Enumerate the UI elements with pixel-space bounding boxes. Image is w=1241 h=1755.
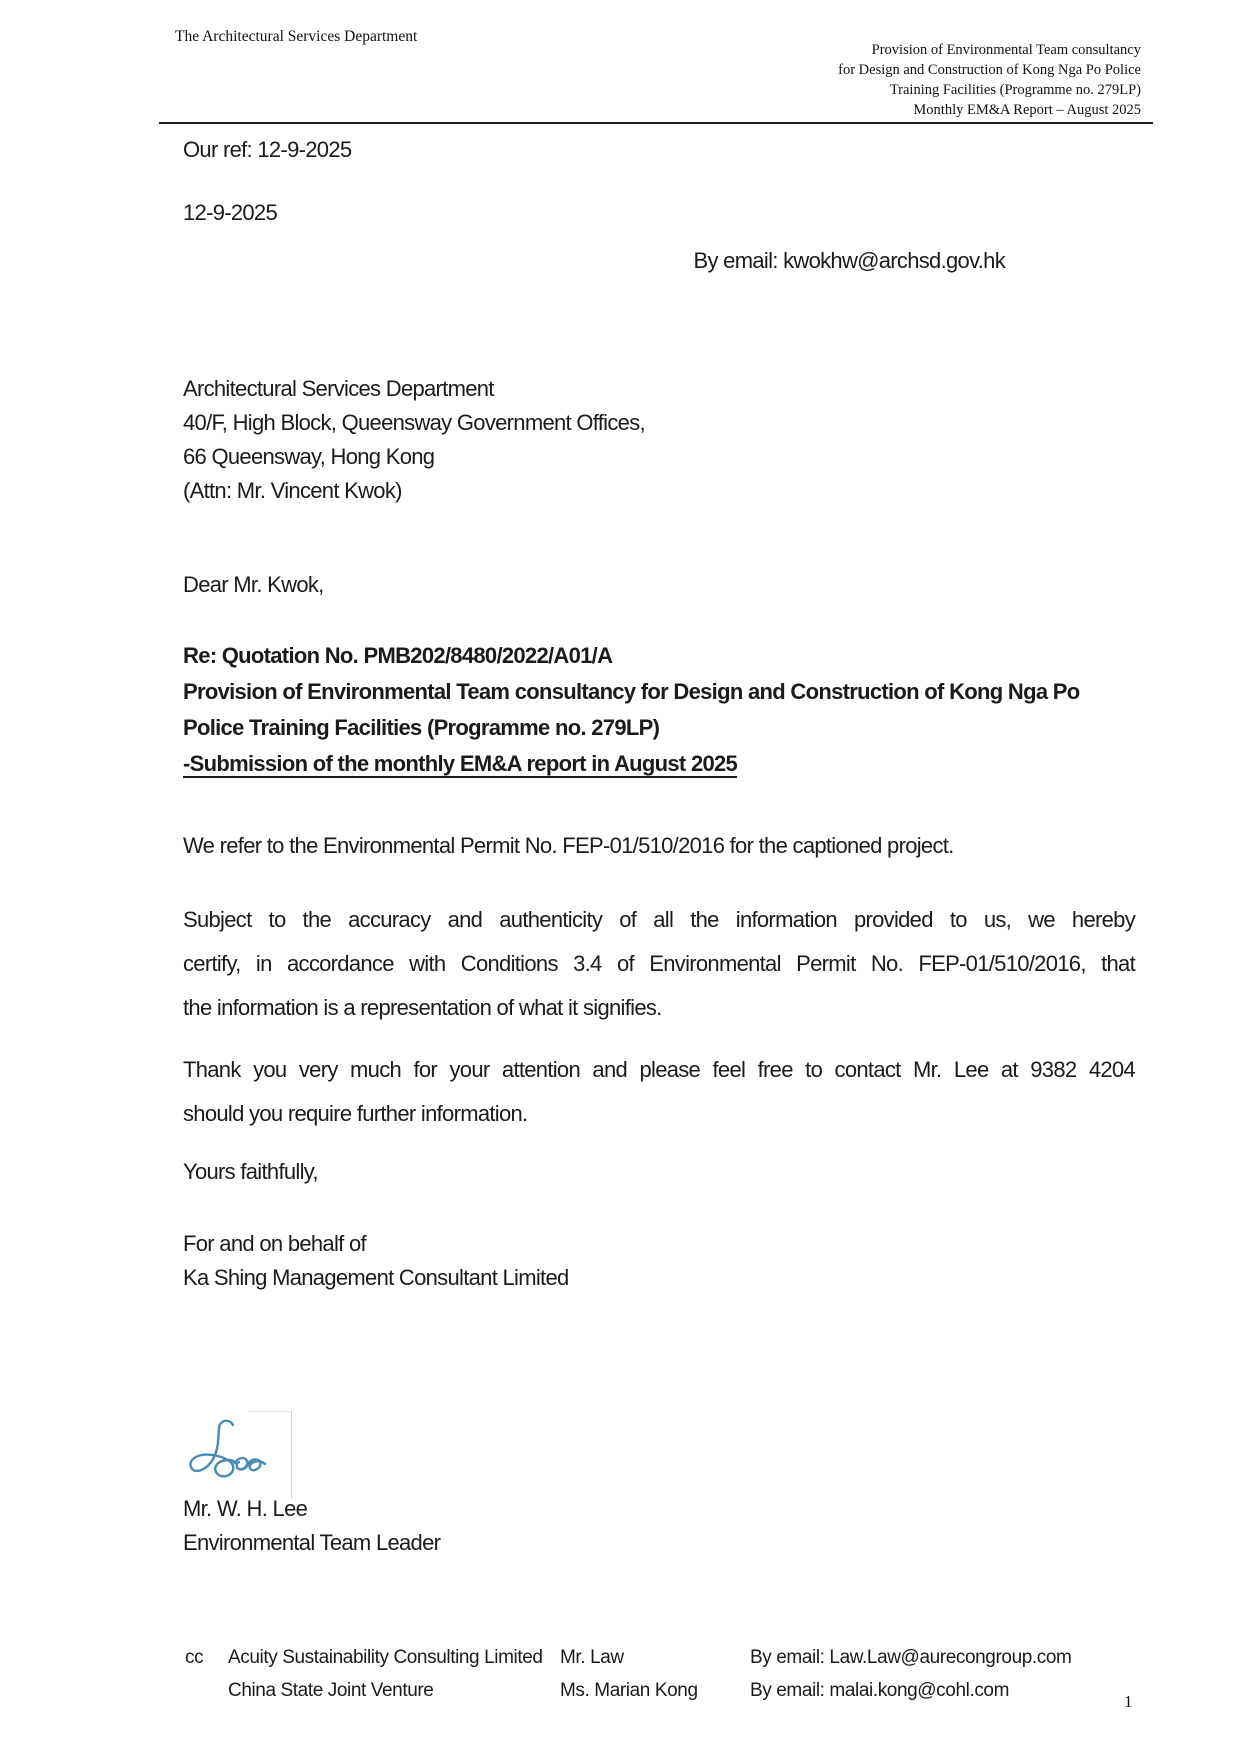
header-report-title-line: Monthly EM&A Report – August 2025 (913, 102, 1141, 118)
subject-underlined-line: -Submission of the monthly EM&A report in August 2025 (183, 751, 738, 776)
our-ref-line: Our ref: 12-9-2025 (183, 137, 352, 162)
behalf-line: For and on behalf of (183, 1231, 366, 1256)
header-project-line: Provision of Environmental Team consultancy (871, 42, 1141, 58)
header-department-name: The Architectural Services Department (175, 28, 418, 45)
signatory-title: Environmental Team Leader (183, 1530, 441, 1555)
subject-line: Police Training Facilities (Programme no. 279LP) (183, 715, 660, 740)
cc-email: By email: Law.Law@aurecongroup.com (750, 1647, 1072, 1668)
company-name: Ka Shing Management Consultant Limited (183, 1265, 569, 1290)
cc-org: China State Joint Venture (228, 1680, 434, 1701)
subject-ref-line: Re: Quotation No. PMB202/8480/2022/A01/A (183, 643, 613, 668)
paragraph-line: Subject to the accuracy and authenticity of all the information provided to us, we hereby (183, 907, 1135, 932)
signature-frame-top-line (248, 1411, 292, 1412)
paragraph-line: should you require further information. (183, 1101, 528, 1126)
header-project-line: for Design and Construction of Kong Nga Po Police (838, 62, 1141, 78)
salutation: Dear Mr. Kwok, (183, 572, 324, 597)
address-attn-line: (Attn: Mr. Vincent Kwok) (183, 478, 402, 503)
address-line: Architectural Services Department (183, 376, 494, 401)
cc-person: Ms. Marian Kong (560, 1680, 698, 1701)
header-divider-rule (159, 122, 1153, 124)
paragraph-line: certify, in accordance with Conditions 3.4 of Environmental Permit No. FEP-01/510/2016, that (183, 951, 1135, 976)
signatory-name: Mr. W. H. Lee (183, 1496, 308, 1521)
cc-email: By email: malai.kong@cohl.com (750, 1680, 1010, 1701)
signature-lee-stroke (183, 1413, 293, 1498)
body-paragraph-3 (183, 1048, 1135, 1136)
recipient-address (183, 372, 1135, 508)
header-project-line: Training Facilities (Programme no. 279LP) (889, 82, 1141, 98)
paragraph-line: Thank you very much for your attention and please feel free to contact Mr. Lee at 9382 4204 (183, 1057, 1135, 1082)
cc-label: cc (185, 1647, 204, 1668)
signature-image (183, 1413, 293, 1498)
paragraph-line: the information is a representation of what it signifies. (183, 995, 662, 1020)
body-paragraph-2 (183, 898, 1135, 1030)
page-number: 1 (1124, 1692, 1133, 1711)
closing-line: Yours faithfully, (183, 1159, 318, 1184)
letter-date: 12-9-2025 (183, 200, 277, 225)
header-project-block (541, 40, 1141, 120)
subject-block (183, 638, 1135, 782)
cc-org: Acuity Sustainability Consulting Limited (228, 1647, 543, 1668)
by-email-line: By email: kwokhw@archsd.gov.hk (693, 248, 1005, 273)
address-line: 40/F, High Block, Queensway Government Offices, (183, 410, 645, 435)
cc-person: Mr. Law (560, 1647, 624, 1668)
address-line: 66 Queensway, Hong Kong (183, 444, 435, 469)
on-behalf-block (183, 1227, 1135, 1295)
subject-line: Provision of Environmental Team consultancy for Design and Construction of Kong Nga Po (183, 679, 1080, 704)
body-paragraph-1: We refer to the Environmental Permit No. FEP-01/510/2016 for the captioned project. (183, 833, 954, 858)
